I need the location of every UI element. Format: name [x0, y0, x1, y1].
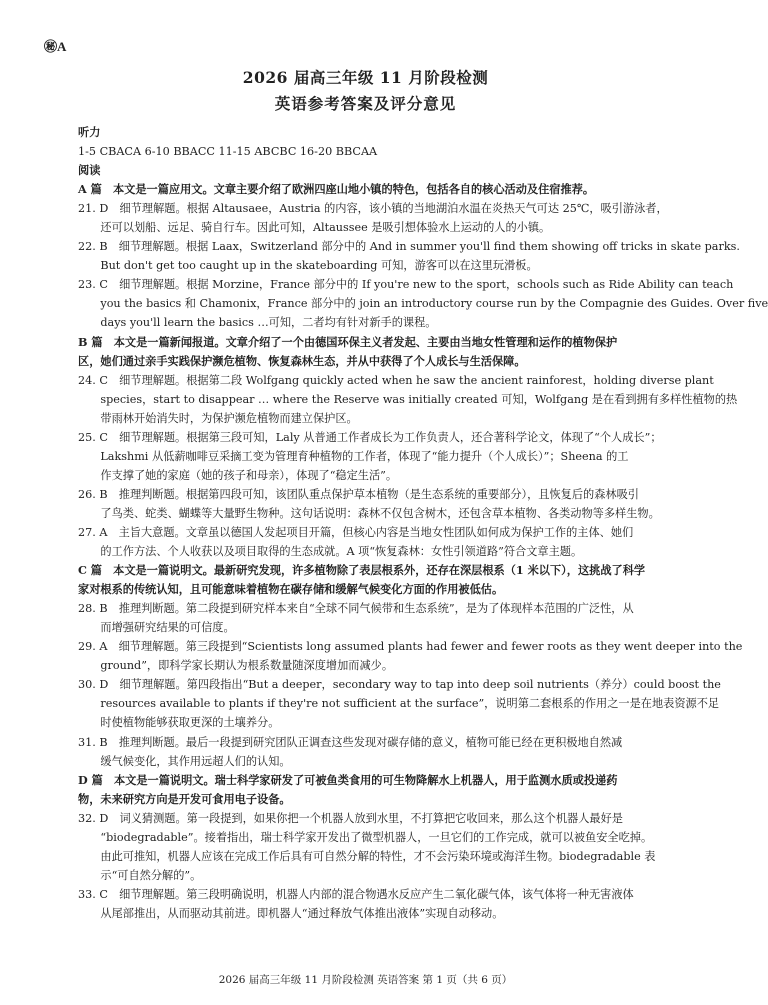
document-subtitle: 英语参考答案及评分意见: [274, 94, 457, 113]
explanation-line: 时使植物能够获取更深的土壤养分。: [78, 716, 280, 730]
passage-summary-line: B 篇 本文是一篇新闻报道。文章介绍了一个由德国环保主义者发起、主要由当地女性管理和运作的植物保护: [78, 334, 618, 349]
passage-summary-line: 物，未来研究方向是开发可食用电子设备。: [78, 791, 291, 806]
explanation-line: species，start to disappear … where the Reserve was initially created 可知，Wolfgang 是在看到拥有多样性植物的热: [78, 392, 738, 406]
passage-summary-line: 家对根系的传统认知，且可能意味着植物在碳存储和缓解气候变化方面的作用被低估。: [78, 582, 504, 597]
explanation-line: resources available to plants if they're not sufficient at the surface”，说明第二套根系的作用之一是在地表资源不足: [78, 697, 720, 711]
corner-mark: ㊙A: [44, 39, 67, 54]
explanation-line: 22. B 细节理解题。根据 Laax，Switzerland 部分中的 And in summer you'll find them showing off tricks in skate parks.: [78, 240, 740, 254]
explanation-line: 还可以划船、远足、骑自行车。因此可知，Altaussee 是吸引想体验水上运动的人的小镇。: [78, 221, 551, 235]
explanation-line: 了鸟类、蛇类、蝴蝶等大量野生物种。这句话说明：森林不仅包含树木，还包含草本植物、各类动物等多样生物。: [78, 506, 660, 520]
explanation-line: 31. B 推理判断题。最后一段提到研究团队正调查这些发现对碳存储的意义，植物可能已经在更积极地自然减: [78, 735, 623, 749]
explanation-line: 26. B 推理判断题。根据第四段可知，该团队重点保护草本植物（是生态系统的重要部分），且恢复后的森林吸引: [78, 487, 639, 501]
explanation-line: 从尾部推出，从而驱动其前进。即机器人“通过释放气体推出液体”实现自动移动。: [78, 906, 504, 920]
reading-label: 阅读: [78, 163, 101, 178]
explanation-line: 28. B 推理判断题。第二段提到研究样本来自“全球不同气候带和生态系统”，是为了体现样本范围的广泛性，从: [78, 602, 634, 616]
explanation-line: 21. D 细节理解题。根据 Altausaee，Austria 的内容，该小镇的当地湖泊水温在炎热天气可达 25℃，吸引游泳者，: [78, 202, 668, 216]
explanation-line: 的工作方法、个人收获以及项目取得的生态成就。A 项“恢复森林：女性引领道路”符合文章主题。: [78, 545, 583, 559]
explanation-line: 29. A 细节理解题。第三段提到“Scientists long assumed plants had fewer and fewer roots as they went deeper into the: [78, 640, 743, 654]
explanation-line: you the basics 和 Chamonix，France 部分中的 join an introductory course run by the Compagnie des Guides. Over five: [78, 297, 768, 311]
explanation-line: 带雨林开始消失时，为保护濒危植物而建立保护区。: [78, 411, 358, 425]
explanation-line: ground”，即科学家长期认为根系数量随深度增加而减少。: [78, 659, 394, 673]
explanation-line: 24. C 细节理解题。根据第二段 Wolfgang quickly acted when he saw the ancient rainforest，holding diverse plant: [78, 373, 714, 387]
explanation-line: 示“可自然分解的”。: [78, 868, 202, 882]
passage-summary-line: A 篇 本文是一篇应用文。文章主要介绍了欧洲四座山地小镇的特色，包括各自的核心活动及住宿推荐。: [78, 182, 595, 197]
explanation-line: 27. A 主旨大意题。文章虽以德国人发起项目开篇，但核心内容是当地女性团队如何成为保护工作的主体、她们: [78, 525, 634, 539]
explanation-line: Lakshmi 从低薪咖啡豆采摘工变为管理育种植物的工作者，体现了“能力提升（个人成长）”；Sheena 的工: [78, 449, 629, 463]
listening-answers: 1-5 CBACA 6-10 BBACC 11-15 ABCBC 16-20 BBCAA: [78, 145, 378, 159]
listening-label: 听力: [78, 125, 101, 139]
passage-summary-line: D 篇 本文是一篇说明文。瑞士科学家研发了可被鱼类食用的可生物降解水上机器人，用于监测水质或投递药: [78, 772, 618, 787]
explanation-line: “biodegradable”。接着指出，瑞士科学家开发出了微型机器人，一旦它们的工作完成，就可以被鱼安全吃掉。: [78, 830, 653, 844]
explanation-line: 25. C 细节理解题。根据第三段可知，Laly 从普通工作者成长为工作负责人，还合著科学论文，体现了“个人成长”；: [78, 430, 662, 444]
exam-title: 2026 届高三年级 11 月阶段检测: [242, 68, 489, 87]
explanation-line: 23. C 细节理解题。根据 Morzine，France 部分中的 If you're new to the sport，schools such as Ride Ability can teach: [78, 278, 734, 292]
explanation-line: 作支撑了她的家庭（她的孩子和母亲），体现了“稳定生活”。: [78, 468, 398, 482]
explanation-line: 32. D 词义猜测题。第一段提到，如果你把一个机器人放到水里，不打算把它收回来，那么这个机器人最好是: [78, 811, 623, 825]
explanation-line: 而增强研究结果的可信度。: [78, 621, 235, 635]
page-footer: 2026 届高三年级 11 月阶段检测 英语答案 第 1 页（共 6 页）: [218, 974, 513, 986]
passage-summary-line: 区，她们通过亲手实践保护濒危植物、恢复森林生态，并从中获得了个人成长与生活保障。: [78, 353, 526, 368]
explanation-line: days you'll learn the basics …可知，二者均有针对新手的课程。: [78, 316, 437, 330]
explanation-line: 30. D 细节理解题。第四段指出“But a deeper，secondary way to tap into deep soil nutrients（养分）could boost the: [78, 678, 721, 692]
explanation-line: But don't get too caught up in the skateboarding 可知，游客可以在这里玩滑板。: [78, 259, 538, 273]
explanation-line: 由此可推知，机器人应该在完成工作后具有可自然分解的特性，才不会污染环境或海洋生物。biodegradable 表: [78, 849, 656, 863]
reading-explanations: [78, 180, 768, 923]
explanation-line: 33. C 细节理解题。第三段明确说明，机器人内部的混合物遇水反应产生二氧化碳气体，该气体将一种无害液体: [78, 887, 634, 901]
explanation-line: 缓气候变化，其作用远超人们的认知。: [78, 754, 291, 768]
passage-summary-line: C 篇 本文是一篇说明文。最新研究发现，许多植物除了表层根系外，还存在深层根系（1 米以下），这挑战了科学: [78, 563, 646, 578]
answer-content: [78, 123, 768, 923]
